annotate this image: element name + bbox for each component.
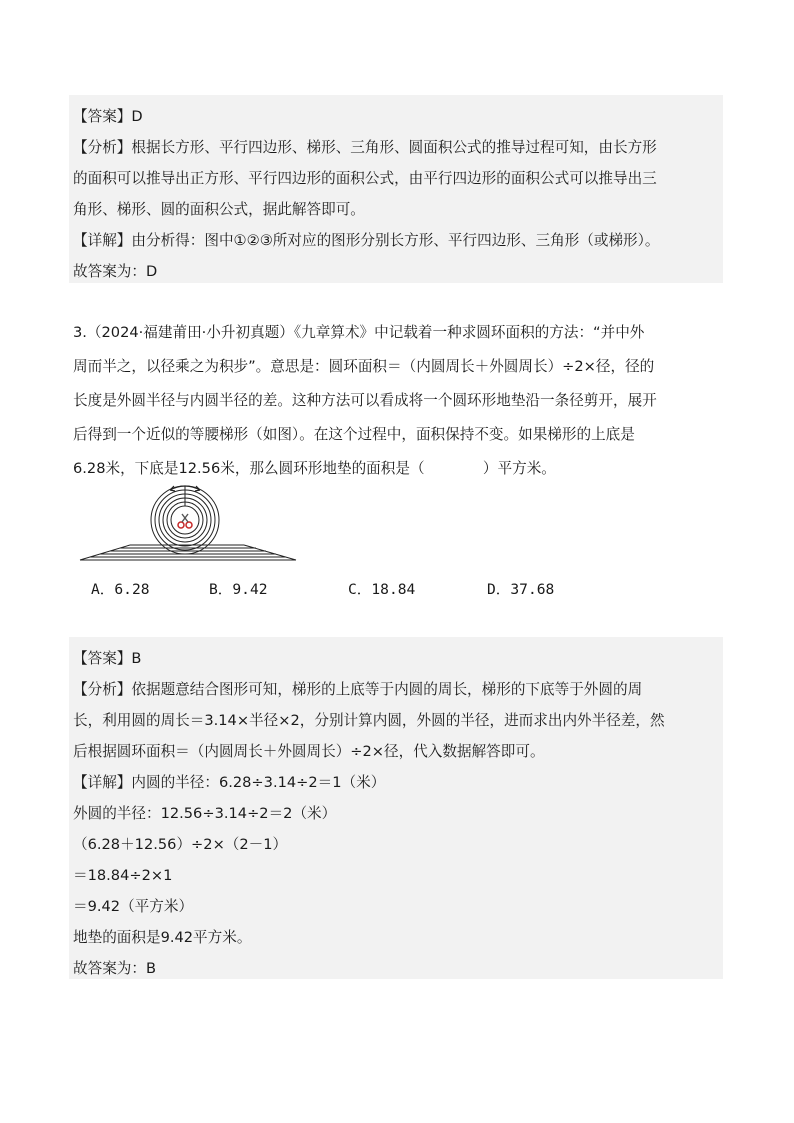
detail-line-1: 【详解】由分析得：图中①②③所对应的图形分别长方形、平行四边形、三角形（或梯形）。 [73, 232, 660, 249]
question-line-1: 3.（2024·福建莆田·小升初真题）《九章算术》中记载着一种求圆环面积的方法：“并中外 [73, 324, 645, 341]
choice-a[interactable]: A．6.28 [91, 581, 150, 598]
choices [91, 578, 691, 604]
analysis-line-1: 【分析】根据长方形、平行四边形、梯形、三角形、圆面积公式的推导过程可知，由长方形 [73, 139, 657, 156]
analysis-line-3: 后根据圆环面积＝（内圆周长＋外圆周长）÷2×径，代入数据解答即可。 [73, 743, 545, 760]
result-line: 地垫的面积是9.42平方米。 [73, 929, 252, 946]
calc-line-1: （6.28＋12.56）÷2×（2－1） [73, 836, 288, 853]
choice-b[interactable]: B．9.42 [209, 581, 268, 598]
question-line-4: 后得到一个近似的等腰梯形（如图）。在这个过程中，面积保持不变。如果梯形的上底是 [73, 426, 635, 443]
question-line-5: 6.28米，下底是12.56米，那么圆环形地垫的面积是（ ）平方米。 [73, 460, 556, 477]
analysis-line-3: 角形、梯形、圆的面积公式，据此解答即可。 [73, 201, 365, 218]
calc-line-2: ＝18.84÷2×1 [73, 867, 173, 884]
question-line-2: 周而半之，以径乘之为积步”。意思是：圆环面积＝（内圆周长＋外圆周长）÷2×径，径的 [73, 358, 655, 375]
scissors-icon [178, 514, 192, 528]
question-line-3: 长度是外圆半径与内圆半径的差。这种方法可以看成将一个圆环形地垫沿一条径剪开，展开 [73, 392, 657, 409]
conclusion-line: 故答案为：B [73, 960, 156, 977]
detail-line-2: 外圆的半径：12.56÷3.14÷2＝2（米） [73, 805, 337, 822]
ring-to-trapezoid-figure [78, 478, 298, 568]
answer-line: 【答案】B [73, 650, 142, 667]
detail-line-1: 【详解】内圆的半径：6.28÷3.14÷2＝1（米） [73, 774, 386, 791]
solution-block-question-3 [69, 637, 723, 979]
choice-d[interactable]: D．37.68 [487, 581, 555, 598]
analysis-line-1: 【分析】依据题意结合图形可知，梯形的上底等于内圆的周长，梯形的下底等于外圆的周 [73, 681, 643, 698]
analysis-line-2: 长，利用圆的周长＝3.14×半径×2，分别计算内圆，外圆的半径，进而求出内外半径差，然 [73, 712, 665, 729]
conclusion-line: 故答案为：D [73, 263, 158, 280]
solution-block-previous [69, 95, 723, 283]
calc-line-3: ＝9.42（平方米） [73, 898, 194, 915]
choice-c[interactable]: C．18.84 [348, 581, 416, 598]
analysis-line-2: 的面积可以推导出正方形、平行四边形的面积公式，由平行四边形的面积公式可以推导出三 [73, 170, 657, 187]
question-3 [73, 316, 729, 486]
answer-line: 【答案】D [73, 108, 143, 125]
